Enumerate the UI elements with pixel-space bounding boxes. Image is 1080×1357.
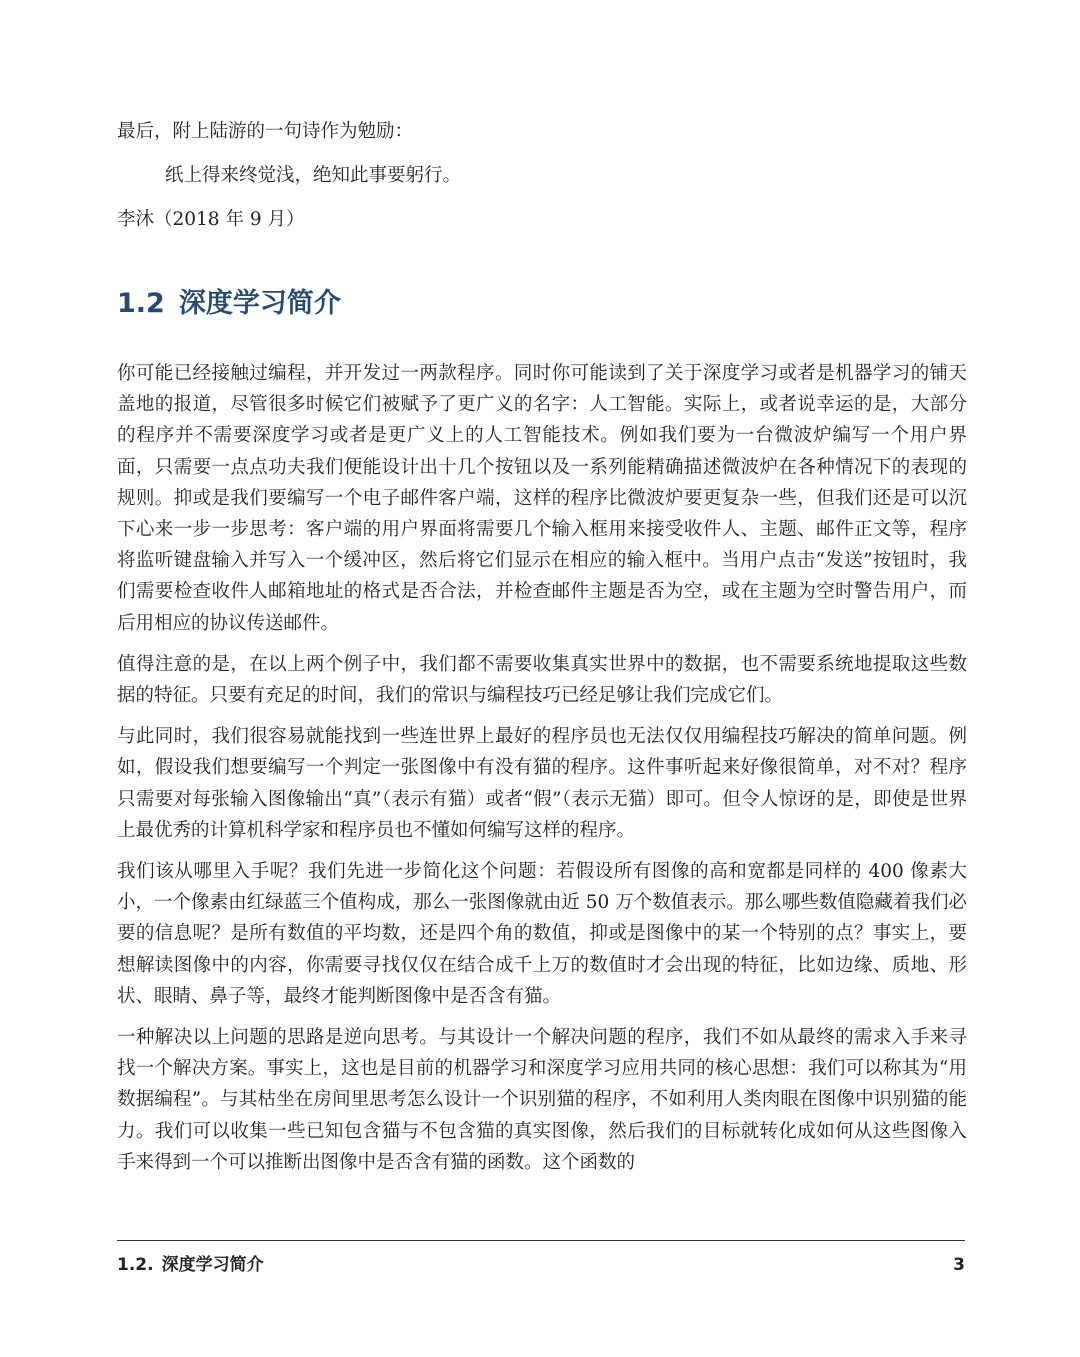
paragraph: 与此同时，我们很容易就能找到一些连世界上最好的程序员也无法仅仅用编程技巧解决的简单问题。例如，假设我们想要编写一个判定一张图像中有没有猫的程序。这件事听起来好像很简单，对不对？程序只需要对每张输入图像输出“真”（表示有猫）或者“假”（表示无猫）即可。但令人惊讶的是，即使是世界上最优秀的计算机科学家和程序员也不懂如何编写这样的程序。	[117, 726, 967, 841]
section-heading	[117, 284, 341, 324]
author-signature: 李沐（2018 年 9 月）	[117, 209, 305, 230]
intro-closing-line: 最后，附上陆游的一句诗作为勉励：	[117, 121, 414, 142]
footer-section-title: 深度学习简介	[161, 1255, 264, 1275]
paragraph: 一种解决以上问题的思路是逆向思考。与其设计一个解决问题的程序，我们不如从最终的需求入手来寻找一个解决方案。事实上，这也是目前的机器学习和深度学习应用共同的核心思想：我们可以称其为“用数据编程”。与其枯坐在房间里思考怎么设计一个识别猫的程序，不如利用人类肉眼在图像中识别猫的能力。我们可以收集一些已知包含猫与不包含猫的真实图像，然后我们的目标就转化成如何从这些图像入手来得到一个可以推断出图像中是否含有猫的函数。这个函数的	[117, 1027, 967, 1173]
page-number: 3	[953, 1255, 965, 1275]
section-number: 1.2	[117, 288, 165, 319]
footer-divider	[117, 1240, 965, 1241]
section-body	[117, 358, 967, 1188]
poem-quote: 纸上得来终觉浅，绝知此事要躬行。	[165, 165, 462, 186]
section-title: 深度学习简介	[178, 288, 341, 319]
paragraph: 你可能已经接触过编程，并开发过一两款程序。同时你可能读到了关于深度学习或者是机器学习的铺天盖地的报道，尽管很多时候它们被赋予了更广义的名字：人工智能。实际上，或者说幸运的是，大部分的程序并不需要深度学习或者是更广义上的人工智能技术。例如我们要为一台微波炉编写一个用户界面，只需要一点点功夫我们便能设计出十几个按钮以及一系列能精确描述微波炉在各种情况下的表现的规则。抑或是我们要编写一个电子邮件客户端，这样的程序比微波炉要更复杂一些，但我们还是可以沉下心来一步一步思考：客户端的用户界面将需要几个输入框用来接受收件人、主题、邮件正文等，程序将监听键盘输入并写入一个缓冲区，然后将它们显示在相应的输入框中。当用户点击“发送”按钮时，我们需要检查收件人邮箱地址的格式是否合法，并检查邮件主题是否为空，或在主题为空时警告用户，而后用相应的协议传送邮件。	[117, 363, 967, 634]
paragraph: 值得注意的是，在以上两个例子中，我们都不需要收集真实世界中的数据，也不需要系统地提取这些数据的特征。只要有充足的时间，我们的常识与编程技巧已经足够让我们完成它们。	[117, 653, 967, 707]
page-footer	[117, 1253, 965, 1277]
footer-section-label	[117, 1253, 264, 1277]
footer-section-number: 1.2.	[117, 1255, 154, 1275]
paragraph: 我们该从哪里入手呢？我们先进一步简化这个问题：若假设所有图像的高和宽都是同样的 400 像素大小，一个像素由红绿蓝三个值构成，那么一张图像就由近 50 万个数值表示。那么哪些数值隐藏着我们必要的信息呢？是所有数值的平均数，还是四个角的数值，抑或是图像中的某一个特别的点？事实上，要想解读图像中的内容，你需要寻找仅仅在结合成千上万的数值时才会出现的特征，比如边缘、质地、形状、眼睛、鼻子等，最终才能判断图像中是否含有猫。	[117, 861, 967, 1007]
